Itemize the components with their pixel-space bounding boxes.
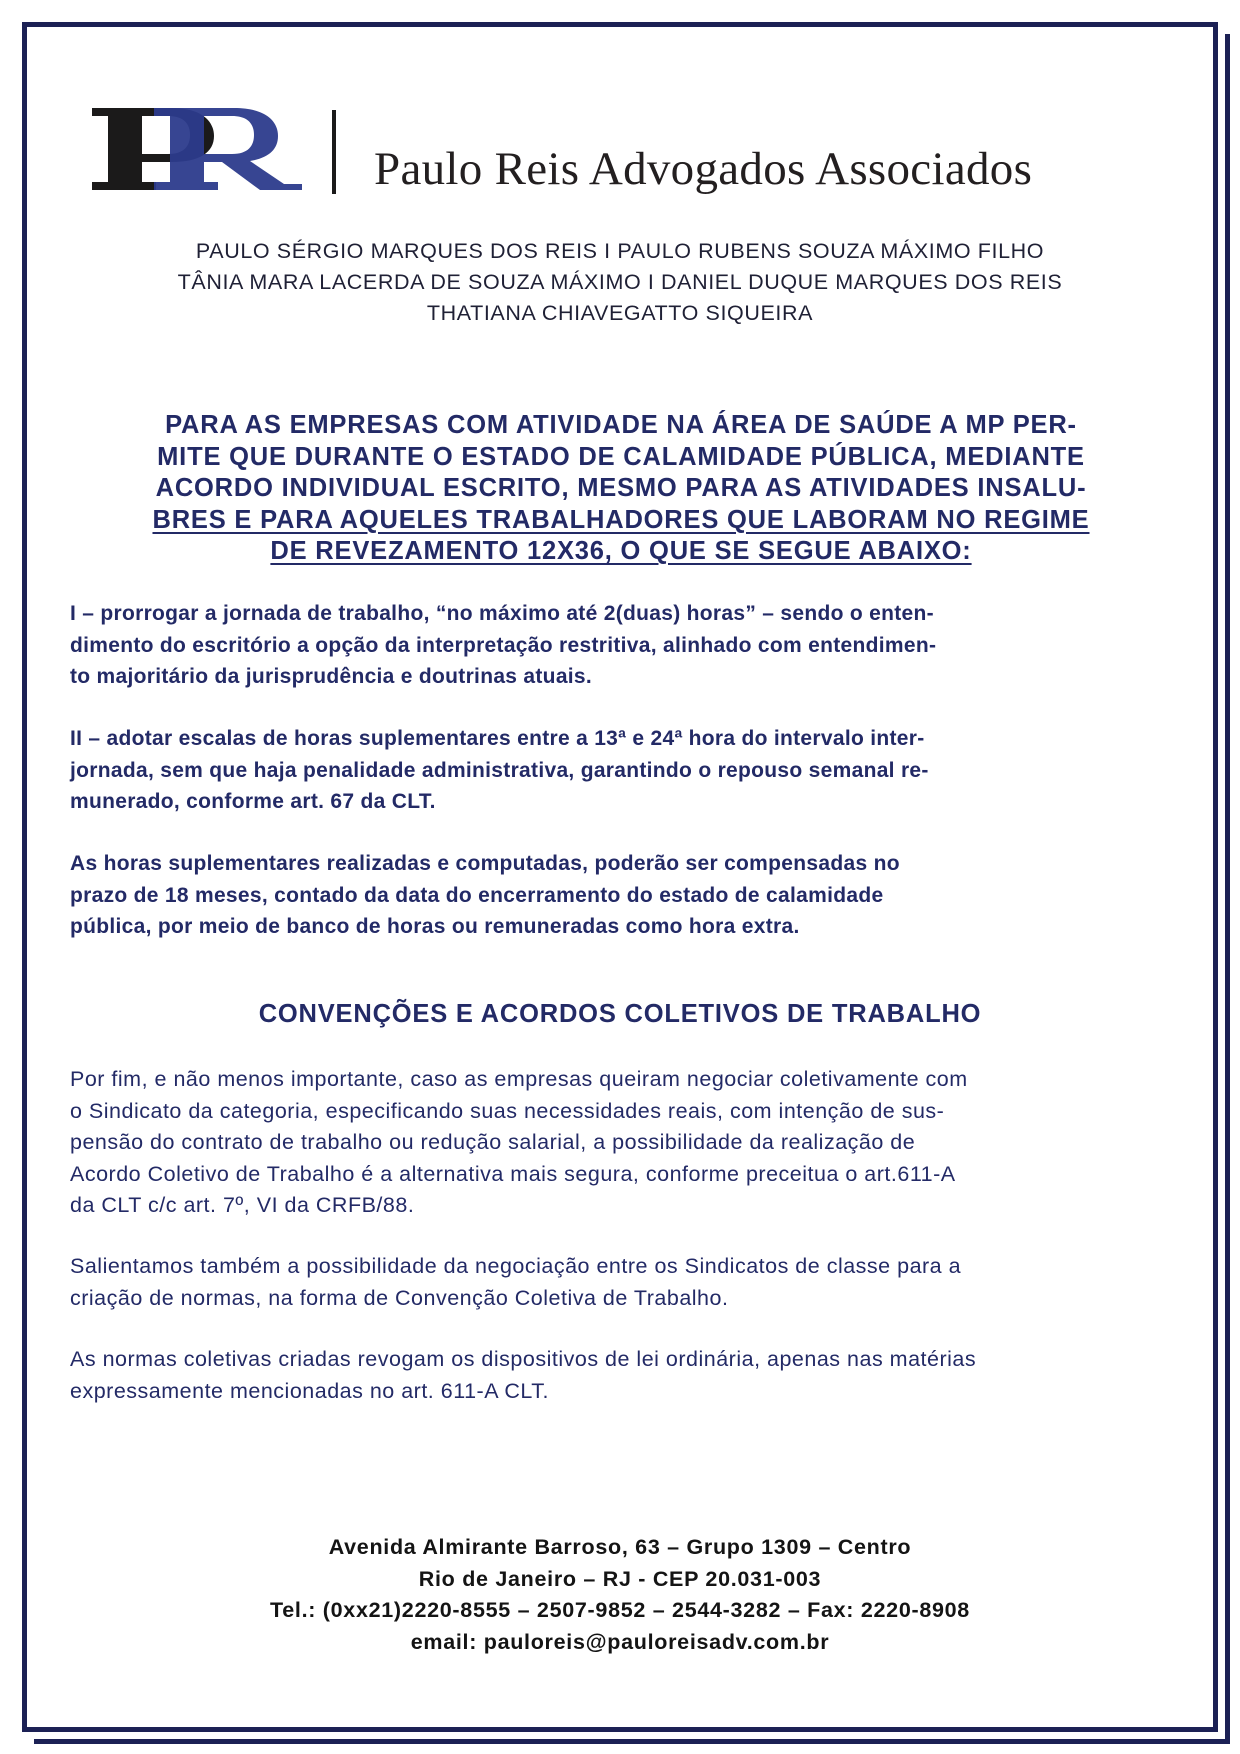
firm-name: Paulo Reis Advogados Associados <box>374 143 1033 195</box>
footer-city: Rio de Janeiro – RJ - CEP 20.031-003 <box>418 1566 822 1591</box>
body-line: criação de normas, na forma de Convenção Coletiva de Trabalho. <box>70 1285 729 1310</box>
footer-phones: Tel.: (0xx21)2220-8555 – 2507-9852 – 2544-3282 – Fax: 2220-8908 <box>270 1598 970 1622</box>
item-line: pública, por meio de banco de horas ou remuneradas como hora extra. <box>70 915 800 938</box>
item-line: I – prorrogar a jornada de trabalho, “no máximo até 2(duas) horas” – sendo o enten- <box>70 602 934 625</box>
headline-line: BRES E PARA AQUELES TRABALHADORES QUE LABORAM NO REGIME <box>152 505 1090 534</box>
item-line: II – adotar escalas de horas suplementares entre a 13ª e 24ª hora do intervalo inter- <box>70 727 925 750</box>
partner-line: THATIANA CHIAVEGATTO SIQUEIRA <box>426 301 814 325</box>
body-paragraph <box>70 1064 1170 1222</box>
body-line: Por fim, e não menos importante, caso as empresas queiram negociar coletivamente com <box>70 1067 968 1091</box>
partners-list <box>84 236 1156 329</box>
body-line: expressamente mencionadas no art. 611-A CLT. <box>70 1378 549 1403</box>
body-line: As normas coletivas criadas revogam os dispositivos de lei ordinária, apenas nas matérias <box>70 1347 977 1371</box>
item-line: jornada, sem que haja penalidade administrativa, garantindo o repouso semanal re- <box>70 758 929 782</box>
item-line: As horas suplementares realizadas e computadas, poderão ser compensadas no <box>70 852 900 875</box>
section-title: CONVENÇÕES E ACORDOS COLETIVOS DE TRABALHO <box>258 1000 982 1028</box>
logo-divider <box>332 110 336 194</box>
body-line: da CLT c/c art. 7º, VI da CRFB/88. <box>70 1193 415 1217</box>
item-line: dimento do escritório a opção da interpretação restritiva, alinhado com entendimen- <box>70 633 937 657</box>
item-line: prazo de 18 meses, contado da data do encerramento do estado de calamidade <box>70 883 884 907</box>
headline-line: MITE QUE DURANTE O ESTADO DE CALAMIDADE PÚBLICA, MEDIANTE <box>157 442 1085 471</box>
body-line: Acordo Coletivo de Trabalho é a alternativa mais segura, conforme preceitua o art.611-A <box>70 1161 956 1186</box>
footer-contact <box>84 1532 1156 1658</box>
item-paragraph <box>70 598 1170 693</box>
partner-line: TÂNIA MARA LACERDA DE SOUZA MÁXIMO I DANIEL DUQUE MARQUES DOS REIS <box>177 270 1063 294</box>
headline-line: ACORDO INDIVIDUAL ESCRITO, MESMO PARA AS ATIVIDADES INSALU- <box>155 474 1087 502</box>
item-paragraph <box>70 848 1170 943</box>
body-line: o Sindicato da categoria, especificando suas necessidades reais, com intenção de sus- <box>70 1098 945 1123</box>
firm-logo-icon <box>84 104 304 194</box>
footer-address: Avenida Almirante Barroso, 63 – Grupo 1309 – Centro <box>328 1535 912 1559</box>
item-line: munerado, conforme art. 67 da CLT. <box>70 790 436 813</box>
body-line: pensão do contrato de trabalho ou redução salarial, a possibilidade da realização de <box>70 1130 916 1154</box>
item-paragraph <box>70 723 1170 818</box>
body-paragraph <box>70 1251 1170 1314</box>
headline-line: PARA AS EMPRESAS COM ATIVIDADE NA ÁREA DE SAÚDE A MP PER- <box>165 411 1077 439</box>
body-paragraph <box>70 1344 1170 1407</box>
letterhead <box>84 100 1164 200</box>
partner-line: PAULO SÉRGIO MARQUES DOS REIS I PAULO RUBENS SOUZA MÁXIMO FILHO <box>195 239 1045 263</box>
headline-line: DE REVEZAMENTO 12X36, O QUE SE SEGUE ABAIXO: <box>270 537 972 565</box>
main-headline <box>70 410 1172 568</box>
body-line: Salientamos também a possibilidade da negociação entre os Sindicatos de classe para a <box>70 1254 962 1278</box>
item-line: to majoritário da jurisprudência e doutrinas atuais. <box>70 665 593 688</box>
footer-email: email: pauloreis@pauloreisadv.com.br <box>410 1629 830 1654</box>
